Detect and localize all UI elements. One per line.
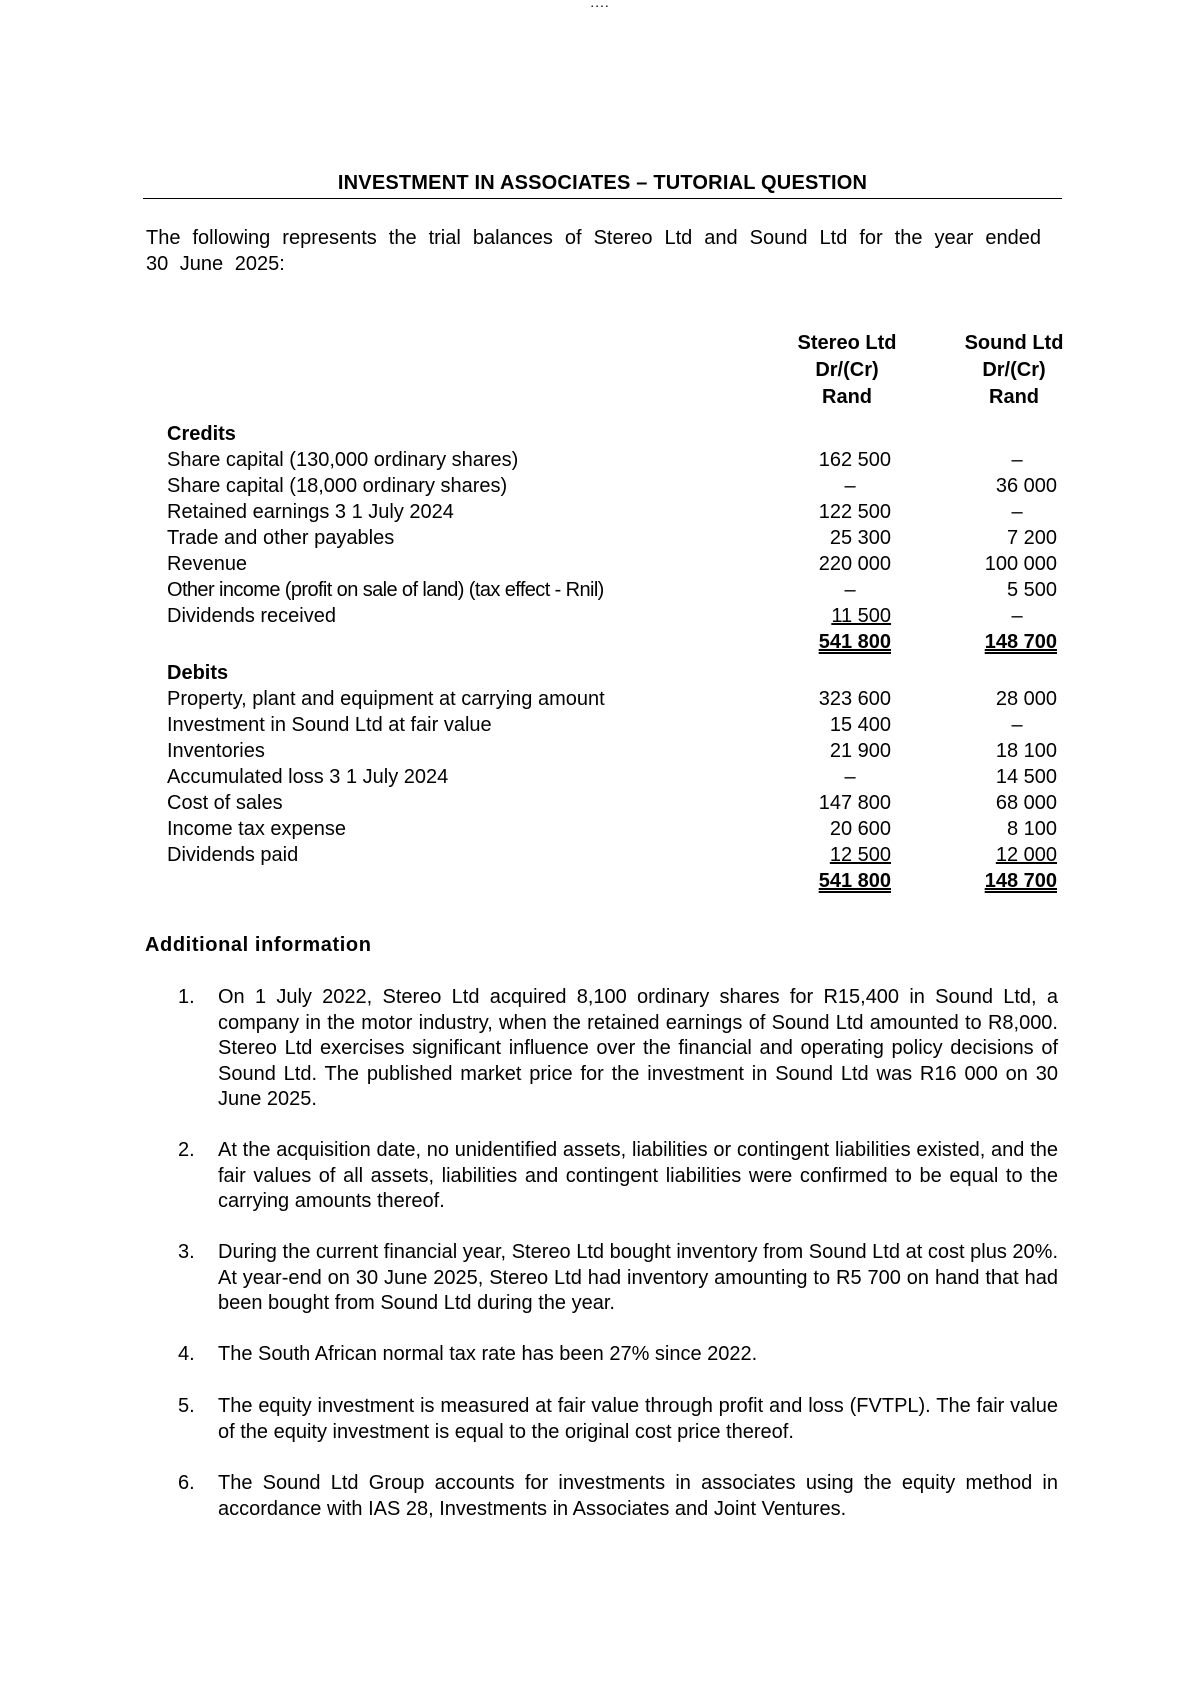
table-row — [0, 816, 1200, 842]
item-number: 2. — [178, 1139, 195, 1161]
sound-credits-total: 148 700 — [984, 631, 1057, 653]
stereo-value: – — [844, 766, 856, 788]
sound-debits-total: 148 700 — [984, 870, 1057, 892]
row-label: Cost of sales — [167, 792, 283, 814]
page-title: INVESTMENT IN ASSOCIATES – TUTORIAL QUESTION — [337, 172, 868, 194]
stereo-value: 20 600 — [829, 818, 891, 840]
row-label: Inventories — [167, 740, 265, 762]
stereo-value: 220 000 — [818, 553, 891, 575]
stereo-value: 21 900 — [829, 740, 891, 762]
row-label: Retained earnings 3 1 July 2024 — [167, 501, 454, 523]
table-row — [0, 712, 1200, 738]
item-number: 1. — [178, 986, 195, 1008]
sound-value: 14 500 — [995, 766, 1057, 788]
row-label: Dividends received — [167, 605, 336, 627]
row-label: Property, plant and equipment at carrying amount — [167, 688, 605, 710]
debits-total-row — [0, 868, 1200, 894]
row-label: Accumulated loss 3 1 July 2024 — [167, 766, 449, 788]
column-header-stereo-name: Stereo Ltd — [797, 332, 897, 354]
sound-value: 7 200 — [1006, 527, 1057, 549]
sound-value: 36 000 — [995, 475, 1057, 497]
sound-value: – — [1011, 605, 1023, 627]
table-row — [0, 551, 1200, 577]
sound-value: 5 500 — [1006, 579, 1057, 601]
sound-value: 12 000 — [995, 844, 1057, 866]
credits-heading-row — [0, 421, 1200, 447]
column-header-sound-sign: Dr/(Cr) — [982, 359, 1046, 381]
item-text: During the current financial year, Stereo Ltd bought inventory from Sound Ltd at cost plus 20%. At year-end on 30 June 2025, Stereo Ltd had inventory amounting to R5 700 on hand that had been bought from Sound Ltd during the year. — [218, 1241, 1058, 1314]
table-row — [0, 686, 1200, 712]
table-row — [0, 603, 1200, 629]
table-row — [0, 790, 1200, 816]
table-row — [0, 738, 1200, 764]
column-header-sound — [939, 330, 1089, 411]
table-row — [0, 577, 1200, 603]
title-underline — [143, 198, 1062, 199]
table-row — [0, 525, 1200, 551]
page-mark: .... — [590, 0, 610, 10]
stereo-value: 25 300 — [829, 527, 891, 549]
stereo-value: 15 400 — [829, 714, 891, 736]
table-row — [0, 764, 1200, 790]
sound-value: 28 000 — [995, 688, 1057, 710]
debits-heading: Debits — [167, 662, 229, 684]
stereo-value: 122 500 — [818, 501, 891, 523]
table-row — [0, 447, 1200, 473]
row-label: Income tax expense — [167, 818, 346, 840]
row-label: Share capital (130,000 ordinary shares) — [167, 449, 519, 471]
table-row — [0, 842, 1200, 868]
column-header-sound-name: Sound Ltd — [964, 332, 1064, 354]
debits-heading-row — [0, 660, 1200, 686]
column-header-stereo — [772, 330, 922, 411]
table-row — [0, 499, 1200, 525]
stereo-credits-total: 541 800 — [818, 631, 891, 653]
item-text: On 1 July 2022, Stereo Ltd acquired 8,100 ordinary shares for R15,400 in Sound Ltd, a company in the motor industry, when the retained earnings of Sound Ltd amounted to R8,000. Stereo Ltd exercises significant influence over the financial and operating policy decisions of Sound Ltd. The published market price for the investment in Sound Ltd was R16 000 on 30 June 2025. — [218, 986, 1058, 1110]
item-text: The South African normal tax rate has been 27% since 2022. — [218, 1343, 758, 1365]
stereo-value: 323 600 — [818, 688, 891, 710]
row-label: Trade and other payables — [167, 527, 395, 549]
table-row — [0, 473, 1200, 499]
column-header-stereo-unit: Rand — [822, 386, 872, 408]
sound-value: – — [1011, 714, 1023, 736]
item-number: 3. — [178, 1241, 195, 1263]
sound-value: 100 000 — [984, 553, 1057, 575]
sound-value: – — [1011, 501, 1023, 523]
stereo-value: 11 500 — [831, 605, 891, 627]
row-label: Share capital (18,000 ordinary shares) — [167, 475, 508, 497]
sound-value: 8 100 — [1006, 818, 1057, 840]
stereo-value: 147 800 — [818, 792, 891, 814]
stereo-debits-total: 541 800 — [818, 870, 891, 892]
row-label: Revenue — [167, 553, 248, 575]
column-header-stereo-sign: Dr/(Cr) — [815, 359, 879, 381]
sound-value: 18 100 — [995, 740, 1057, 762]
credits-heading: Credits — [167, 423, 236, 445]
sound-value: 68 000 — [995, 792, 1057, 814]
stereo-value: 162 500 — [818, 449, 891, 471]
item-text: At the acquisition date, no unidentified assets, liabilities or contingent liabilities existed, and the fair values of all assets, liabilities and contingent liabilities were confirmed to be equal to the carrying amounts thereof. — [218, 1139, 1058, 1212]
row-label: Other income (profit on sale of land) (tax effect - Rnil) — [167, 579, 604, 601]
sound-value: – — [1011, 449, 1023, 471]
additional-info-heading: Additional information — [145, 934, 372, 956]
item-text: The Sound Ltd Group accounts for investments in associates using the equity method in accordance with IAS 28, Investments in Associates and Joint Ventures. — [218, 1472, 1058, 1520]
item-number: 6. — [178, 1472, 195, 1494]
item-text: The equity investment is measured at fair value through profit and loss (FVTPL). The fair value of the equity investment is equal to the original cost price thereof. — [218, 1395, 1058, 1443]
row-label: Dividends paid — [167, 844, 299, 866]
stereo-value: 12 500 — [829, 844, 891, 866]
item-number: 4. — [178, 1343, 195, 1365]
column-header-sound-unit: Rand — [989, 386, 1039, 408]
credits-total-row — [0, 629, 1200, 655]
intro-paragraph: The following represents the trial balances of Stereo Ltd and Sound Ltd for the year ended 30 June 2025: — [146, 227, 1041, 275]
item-number: 5. — [178, 1395, 195, 1417]
stereo-value: – — [844, 475, 856, 497]
row-label: Investment in Sound Ltd at fair value — [167, 714, 492, 736]
stereo-value: – — [844, 579, 856, 601]
